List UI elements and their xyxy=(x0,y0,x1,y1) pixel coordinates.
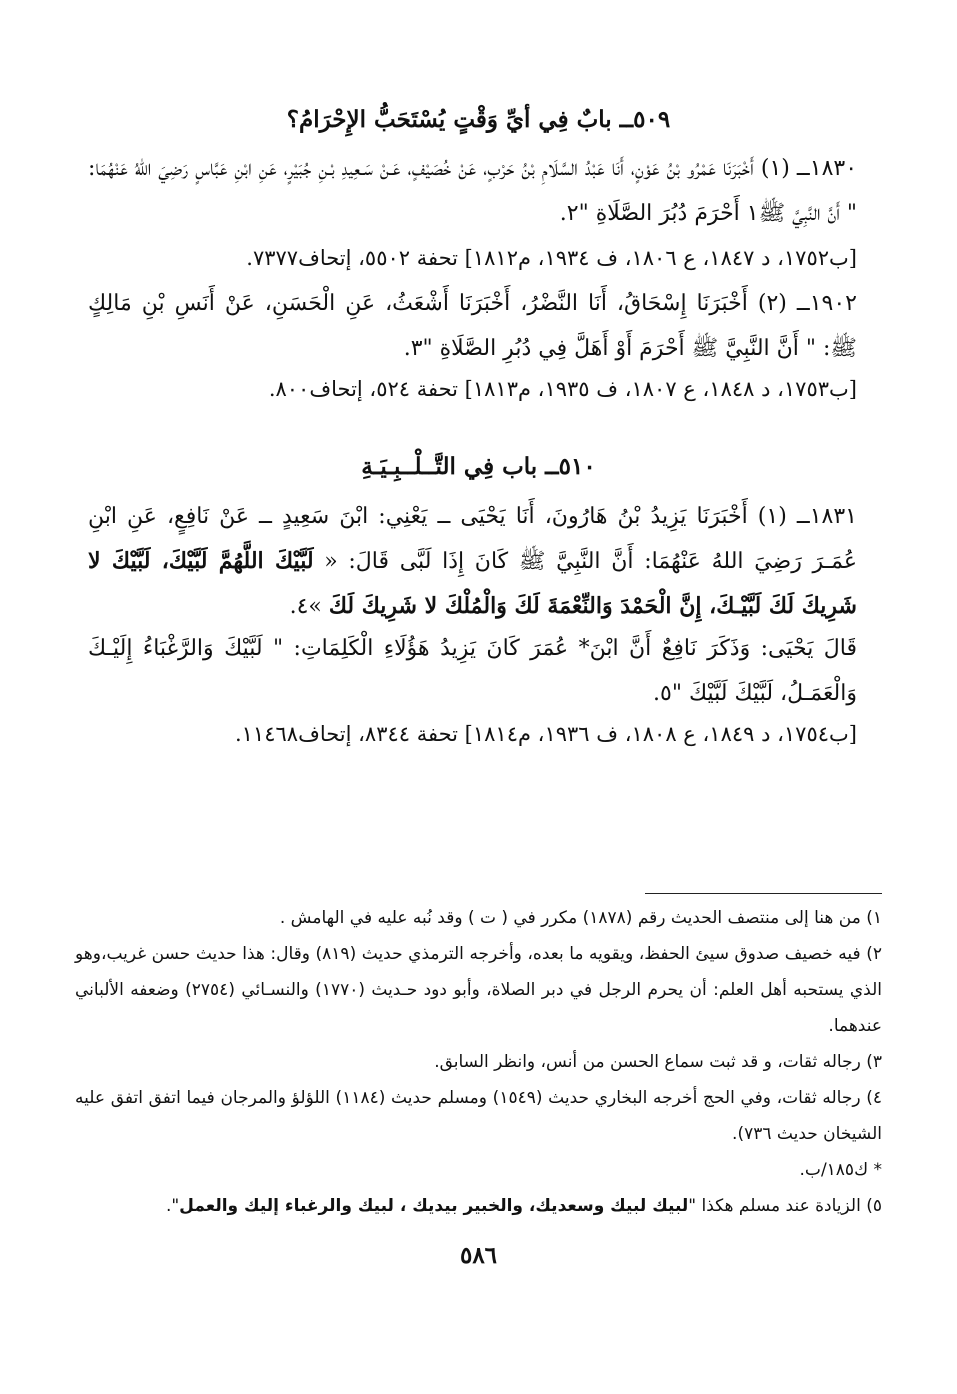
footnote-4: ٤) رجاله ثقات، وفي الحج أخرجه البخاري حديث (١٥٤٩) ومسلم حديث (١١٨٤) اللؤلؤ والمرجان فيما اتفق اتفق عليه الشيخان حديث ٧٣٦). xyxy=(75,1088,882,1144)
footnote-5-suffix: ". xyxy=(165,1196,180,1216)
footnote-5-prefix: ٥) الزيادة عند مسلم هكذا " xyxy=(688,1196,882,1216)
hadith-1902-references: [ب١٧٥٣، د ١٨٤٨، ع ١٨٠٧، ف ١٩٣٥، م١٨١٣] تحفة ٥٢٤، إتحاف٨٠٠. xyxy=(268,377,857,401)
hadith-1831-isnad: ١٨٣١ــ (١) أَخْبَرَنَا يَزِيدُ بْنُ هَارُونَ، أَنَا يَحْيَى ــ يَعْنِي: ابْنَ سَعِيدٍ ــ عَنْ نَافِعٍ، عَنِ ابْنِ عُمَـرَ رَضِيَ اللهُ عَنْهُمَا: أَنَّ النَّبِيَّ ﷺ كَانَ إِذَا لَبَّى قَالَ: « xyxy=(88,504,857,574)
hadith-1831-closing: »٤. xyxy=(289,594,329,619)
footnotes xyxy=(75,900,882,1224)
chapter-heading-509: ٥٠٩ــ بابٌ فِي أيِّ وَقْتٍ يُسْتَحَبُّ الإِحْرَامُ؟ xyxy=(286,106,671,133)
footnote-5-quote: لبيك لبيك وسعديك، والخبير بيديك ، لبيك والرغباء إليك والعمل xyxy=(179,1196,689,1216)
page-number: ٥٨٦ xyxy=(459,1242,498,1269)
hadith-1831-references: [ب١٧٥٤، د ١٨٤٩، ع ١٨٠٨، ف ١٩٣٦، م١٨١٤] تحفة ٨٣٤٤، إتحاف١١٤٦٨. xyxy=(234,722,857,746)
footnote-divider xyxy=(645,893,882,894)
footnote-2: ٢) فيه خصيف صدوق سيئ الحفظ، ويقويه ما بعده، وأخرجه الترمذي حديث (٨١٩) وقال: هذا حديث حسن غريب،وهو الذي يستحبه أهل العلم: أن يحرم الرجل في دبر الصلاة، وأبو دود حـديث (١٧٧٠) والنسـائي (٢٧٥٤) وضعفه الألباني عندهما. xyxy=(75,944,883,1036)
footnote-manuscript-marker: * ك١٨٥/ب. xyxy=(799,1160,882,1180)
yahya-addition: قَالَ يَحْيَى: وَذَكَرَ نَافِعٌ أَنَّ ابْنَ* عُمَرَ كَانَ يَزِيدُ هَؤُلَاءِ الْكَلِمَاتِ: " لَبَّيْكَ وَالرَّغْبَاءُ إِلَيْـكَ وَالْعَمَـلُ، لَبَّيْكَ لَبَّيْكَ "٥. xyxy=(88,636,857,706)
hadith-1830-references: [ب١٧٥٢، د ١٨٤٧، ع ١٨٠٦، ف ١٩٣٤، م١٨١٢] تحفة ٥٥٠٢، إتحاف٧٣٧٧. xyxy=(246,246,857,270)
hadith-1902-text: ١٩٠٢ــ (٢) أَخْبَرَنَا إِسْحَاقُ، أَنَا النَّضْرُ، أَخْبَرَنَا أَشْعَثُ، عَنِ الْحَسَنِ، عَنْ أَنَسِ بْنِ مَالِكٍ ﷺ: " أَنَّ النَّبِيَّ ﷺ أَحْرَمَ أَوْ أَهَلَّ فِي دُبُرِ الصَّلَاةِ "٣. xyxy=(88,291,857,361)
footnote-5 xyxy=(75,1188,882,1224)
footnote-3: ٣) رجاله ثقات، و قد ثبت سماع الحسن من أنس، وانظر السابق. xyxy=(434,1052,882,1072)
talbiya-text: لَبَّيْكَ اللَّهُمَّ لَبَّيْكَ، لَبَّيْكَ لا شَرِيكَ لَكَ لَبَّيْـكَ، إِنَّ الْحَمْدَ وَالنِّعْمَةَ لَكَ وَالْمُلْكَ لا شَرِيكَ لَكَ xyxy=(88,548,857,619)
chapter-heading-510: ٥١٠ــ باب فِي التَّــلْــبِـيَـةِ xyxy=(361,453,596,480)
hadith-1831-text xyxy=(88,494,857,629)
footnote-1: ١) من هنا إلى منتصف الحديث رقم (١٨٧٨) مكرر في ( ت ) وقد نُبه عليه في الهامش . xyxy=(279,908,882,928)
hadith-1830-text: ١٨٣٠ــ (١) أَخْبَرَنَا عَمْرُو بْنُ عَوْنٍ، أَنَا عَبْدُ السَّلَامِ بْنُ حَرْبٍ، عَنْ خُصَيْفٍ، عَـنْ سَـعِيدِ بْـنِ جُبَيْرٍ، عَنِ ابْنِ عَبَّاسٍ رَضِيَ اللهُ عَنْهُمَا: " أَنَّ النَّبِيَّ ﷺ١ أَحْرَمَ دُبُرَ الصَّلَاةِ "٢. xyxy=(88,156,858,226)
